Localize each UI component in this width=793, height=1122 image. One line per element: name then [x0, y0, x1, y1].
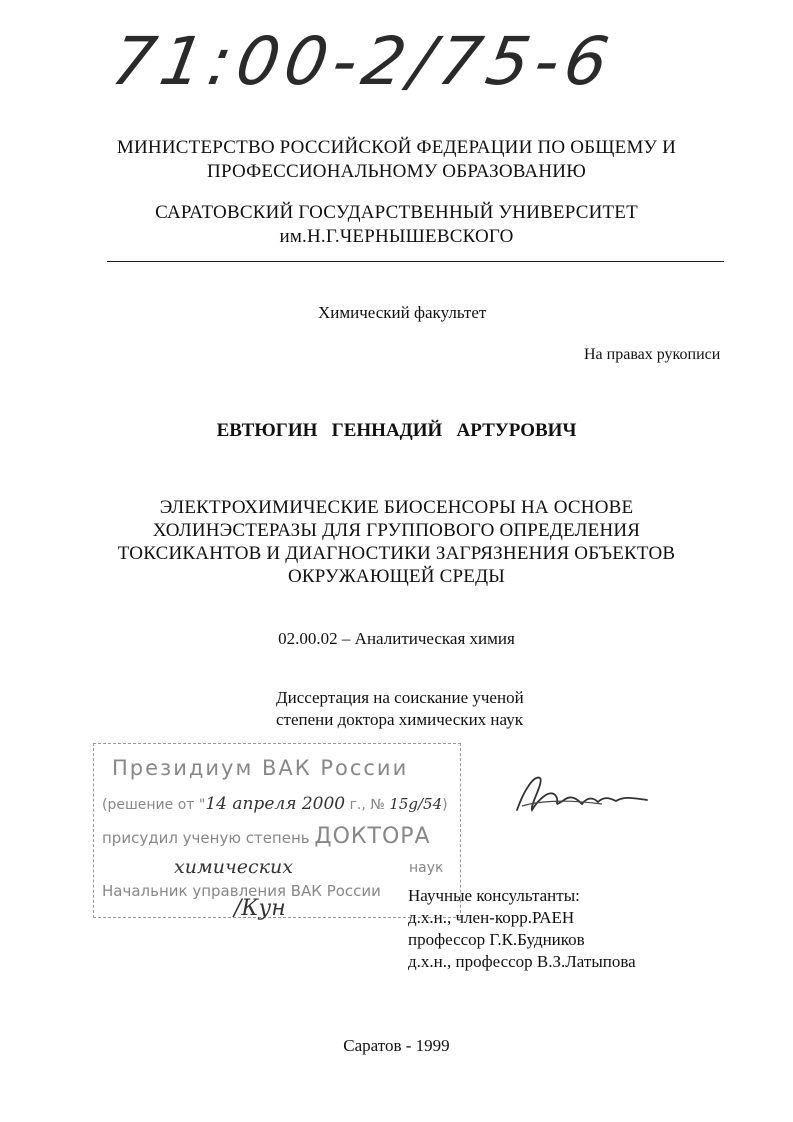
stamp-decision-number: 15g/54 [389, 795, 443, 813]
header-divider [107, 261, 724, 262]
stamp-line-5: Начальник управления ВАК России [102, 882, 381, 900]
stamp-degree-line [102, 824, 431, 849]
ministry-line-2: ПРОФЕССИОНАЛЬНОМУ ОБРАЗОВАНИЮ [207, 161, 586, 182]
stamp-line-1: Президиум ВАК России [112, 756, 409, 780]
author-name: ЕВТЮГИН ГЕННАДИЙ АРТУРОВИЧ [216, 420, 577, 441]
stamp-decision-mid: г., № [349, 797, 385, 813]
specialty: 02.00.02 – Аналитическая химия [278, 629, 515, 648]
title-line-1: ЭЛЕКТРОХИМИЧЕСКИЕ БИОСЕНСОРЫ НА ОСНОВЕ [159, 497, 634, 518]
dissertation-info [276, 687, 524, 731]
author-signature-scribble [512, 770, 662, 820]
ministry-name [0, 136, 793, 184]
consultant-line-1: д.х.н., член-корр.РАЕН [408, 908, 575, 927]
manuscript-rights: На правах рукописи [584, 346, 721, 363]
university-line-2: им.Н.Г.ЧЕРНЫШЕВСКОГО [279, 226, 514, 247]
university-name [0, 201, 793, 249]
ministry-line-1: МИНИСТЕРСТВО РОССИЙСКОЙ ФЕДЕРАЦИИ ПО ОБЩЕМУ И [116, 137, 677, 158]
vak-stamp [93, 743, 461, 921]
stamp-decision-date: 14 апреля 2000 [205, 794, 346, 814]
consultant-line-3: д.х.н., профессор В.З.Латыпова [408, 952, 636, 971]
stamp-science-field: химических [174, 856, 293, 878]
stamp-decision-line [102, 794, 448, 814]
title-line-4: ОКРУЖАЮЩЕЙ СРЕДЫ [287, 566, 506, 587]
consultants [408, 885, 636, 973]
thesis-title [0, 496, 793, 588]
stamp-degree: ДОКТОРА [314, 824, 431, 849]
consultant-line-2: профессор Г.К.Будников [408, 930, 585, 949]
handwritten-archive-code: 71:00-2/75-6 [106, 23, 620, 100]
title-line-3: ТОКСИКАНТОВ И ДИАГНОСТИКИ ЗАГРЯЗНЕНИЯ ОБЪЕКТОВ [117, 543, 676, 564]
stamp-decision-suffix: ) [442, 797, 448, 813]
stamp-signature: /Кун [234, 896, 286, 921]
place-year: Саратов - 1999 [343, 1036, 450, 1055]
stamp-degree-prefix: присудил ученую степень [102, 829, 310, 847]
stamp-decision-prefix: (решение от " [102, 797, 206, 813]
dissertation-line-2: степени доктора химических наук [276, 710, 523, 729]
dissertation-line-1: Диссертация на соискание ученой [276, 688, 524, 707]
faculty: Химический факультет [318, 303, 487, 322]
title-line-2: ХОЛИНЭСТЕРАЗЫ ДЛЯ ГРУППОВОГО ОПРЕДЕЛЕНИЯ [152, 520, 641, 541]
university-line-1: САРАТОВСКИЙ ГОСУДАРСТВЕННЫЙ УНИВЕРСИТЕТ [155, 202, 638, 223]
stamp-science-suffix: наук [409, 860, 444, 876]
consultants-heading: Научные консультанты: [408, 886, 580, 905]
